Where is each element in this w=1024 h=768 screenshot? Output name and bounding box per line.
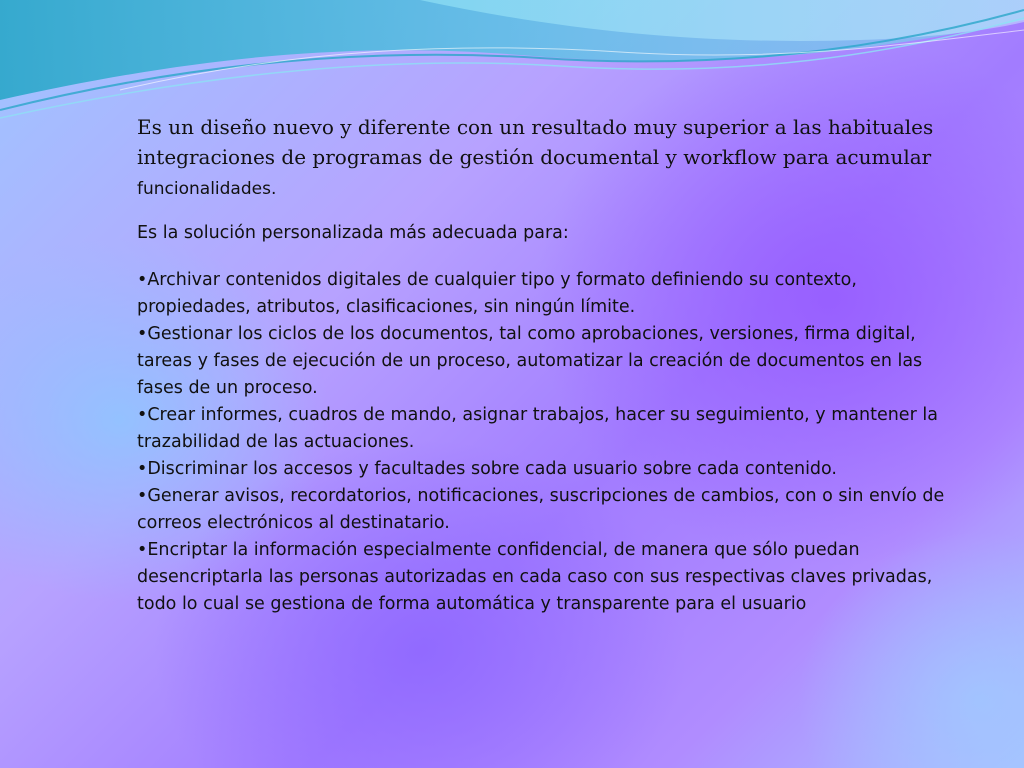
bullet-text: Generar avisos, recordatorios, notificaciones, suscripciones de cambios, con o sin envío de correos electrónicos al destinatario. (137, 486, 945, 533)
bullet-icon: • (137, 540, 148, 560)
bullet-icon: • (137, 405, 148, 425)
list-item (137, 456, 947, 483)
bullet-text: Discriminar los accesos y facultades sobre cada usuario sobre cada contenido. (147, 459, 837, 479)
slide-content (137, 112, 947, 618)
list-item (137, 483, 947, 537)
intro-paragraph (137, 112, 947, 204)
intro-text: Es un diseño nuevo y diferente con un resultado muy superior a las habituales integraciones de programas de gestión documental y workflow para acumular (137, 115, 934, 169)
bullet-text: Archivar contenidos digitales de cualquier tipo y formato definiendo su contexto, propiedades, atributos, clasificaciones, sin ningún límite. (137, 270, 857, 317)
list-item (137, 537, 947, 618)
lead-sentence: Es la solución personalizada más adecuada para: (137, 223, 569, 243)
bullet-text: Crear informes, cuadros de mando, asignar trabajos, hacer su seguimiento, y mantener la trazabilidad de las actuaciones. (137, 405, 938, 452)
bullet-text: Gestionar los ciclos de los documentos, tal como aprobaciones, versiones, firma digital, tareas y fases de ejecución de un proceso, automatizar la creación de documentos en las fases de un proceso. (137, 324, 923, 398)
list-item (137, 402, 947, 456)
bullet-icon: • (137, 459, 148, 479)
bullet-icon: • (137, 270, 148, 290)
bullet-text: Encriptar la información especialmente confidencial, de manera que sólo puedan desencriptarla las personas autorizadas en cada caso con sus respectivas claves privadas, todo lo cual se gestiona de forma automática y transparente para el usuario (137, 540, 933, 614)
bullet-list (137, 267, 947, 618)
bullet-icon: • (137, 324, 148, 344)
intro-tail-text: funcionalidades. (137, 179, 277, 199)
list-item (137, 321, 947, 402)
bullet-icon: • (137, 486, 148, 506)
list-item (137, 267, 947, 321)
